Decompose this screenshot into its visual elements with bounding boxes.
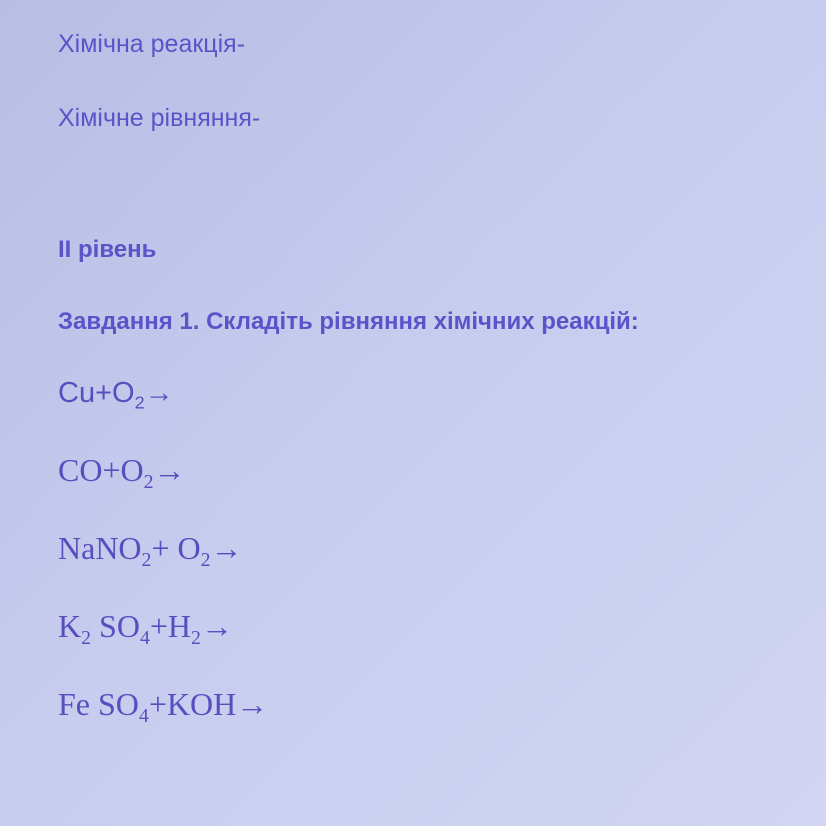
equation-3: NaNO$_2$+ $O_2\to$ (58, 530, 243, 571)
definition-chemical-reaction: Хімічна реакція- (58, 30, 246, 58)
level-heading: ІІ рівень (58, 236, 157, 263)
equation-5: Fe $SO_4+KOH\to$ (58, 686, 269, 727)
subscript: 2 (200, 548, 211, 571)
task-heading: Завдання 1. Складіть рівняння хімічних реакцій: (58, 308, 639, 335)
equation-4: $K_2$ $SO_4+H_2\to$ (58, 608, 233, 649)
subscript: 2 (143, 470, 154, 493)
subscript: 2 (81, 626, 92, 649)
equation-2: $CO+O_2\to$ (58, 452, 186, 493)
subscript: 2 (191, 626, 201, 649)
equation-1: $Cu+O_2\to$ (58, 377, 174, 413)
subscript: 2 (134, 392, 145, 413)
subscript: 2 (141, 548, 152, 571)
subscript: 4 (138, 704, 149, 727)
subscript: 4 (139, 626, 150, 649)
definition-chemical-equation: Хімічне рівняння- (58, 104, 261, 132)
